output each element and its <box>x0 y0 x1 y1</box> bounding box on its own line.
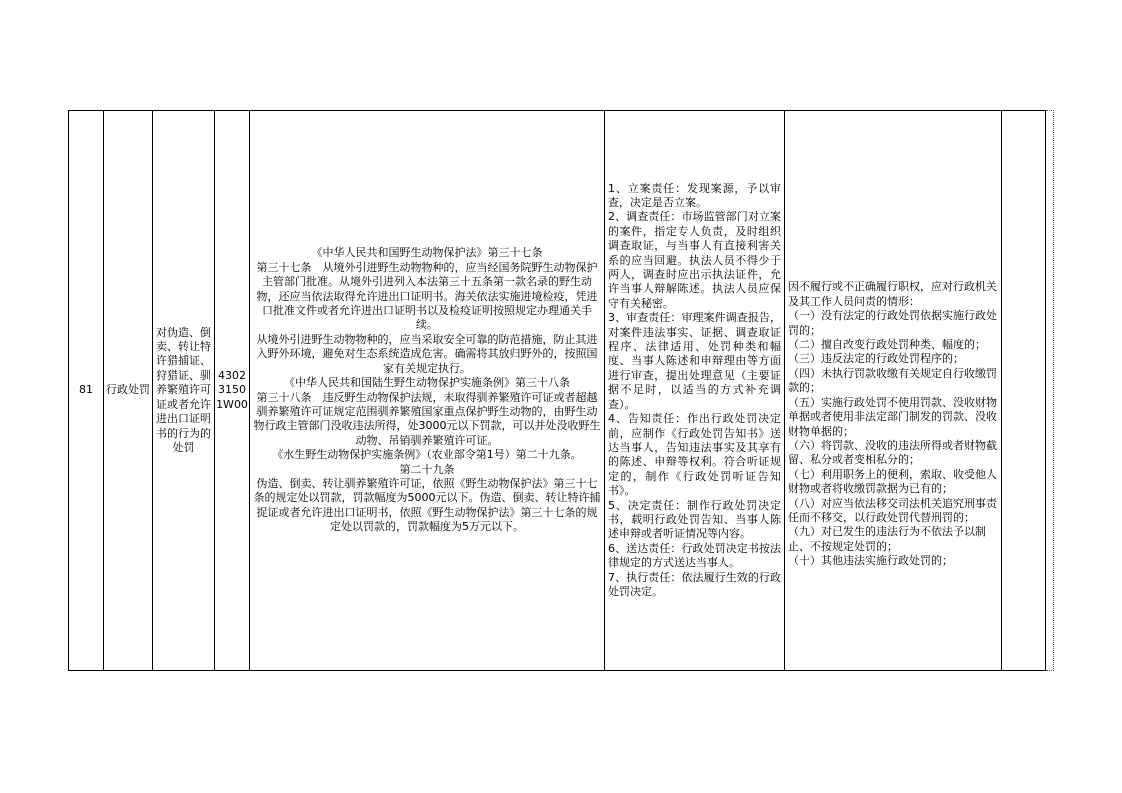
duty-item: 2、调查责任：市场监管部门对立案的案件，指定专人负责，及时组织调查取证，与当事人有直接利害关系的应当回避。执法人员不得少于两人，调查时应出示执法证件，允许当事人辩解陈述。执法人员应保守有关秘密。 <box>608 210 781 310</box>
accountability-item: （五）实施行政处罚不使用罚款、没收财物单据或者使用非法定部门制发的罚款、没收财物单据的； <box>788 395 997 438</box>
accountability-item: 因不履行或不正确履行职权，应对行政机关及其工作人员问责的情形： <box>788 280 997 308</box>
power-list-table-page <box>68 110 1054 671</box>
item-code-cell: 43023150 1W00 <box>215 111 250 671</box>
accountability-item: （二）擅自改变行政处罚种类、幅度的； <box>788 338 986 352</box>
legal-basis-cell <box>250 111 605 671</box>
basis-paragraph: 从境外引进野生动物物种的，应当采取安全可靠的防范措施，防止其进入野外环境，避免对生态系统造成危害。确需将其放归野外的，按照国家有关规定执行。 <box>256 332 598 375</box>
accountability-cell <box>785 111 1002 671</box>
duty-item: 5、决定责任：制作行政处罚决定书，载明行政处罚告知、当事人陈述申辩或者听证情况等内容。 <box>608 498 781 541</box>
duty-item: 3、审查责任：审理案件调查报告，对案件违法事实、证据、调查取证程序、法律适用、处罚种类和幅度、当事人陈述和申辩理由等方面进行审查，提出处理意见（主要证据不足时，以适当的方式补充调查）。 <box>608 311 781 411</box>
basis-paragraph: 第二十九条 <box>399 462 455 476</box>
basis-paragraph: 《中华人民共和国陆生野生动物保护实施条例》第三十八条 <box>284 376 570 390</box>
duty-item: 1、立案责任：发现案源，予以审查，决定是否立案。 <box>608 181 781 210</box>
duty-item: 4、告知责任：作出行政处罚决定前，应制作《行政处罚告知书》送达当事人，告知违法事实及其享有的陈述、申辩等权利。符合听证规定的，制作《行政处罚听证告知书》。 <box>608 412 781 498</box>
accountability-item: （四）未执行罚款收缴有关规定自行收缴罚款的； <box>788 366 997 395</box>
accountability-item: （十）其他违法实施行政处罚的； <box>788 554 953 568</box>
basis-paragraph: 伪造、倒卖、转让驯养繁殖许可证，依照《野生动物保护法》第三十七条的规定处以罚款，罚款幅度为5000元以下。伪造、倒卖、转让特许捕捉证或者允许进出口证明书，依照《野生动物保护法》第三十七条的规定处以罚款的，罚款幅度为5万元以下。 <box>253 476 601 534</box>
remark-cell <box>980 110 1046 671</box>
accountability-item: （八）对应当依法移交司法机关追究刑事责任而不移交，以行政处罚代替刑罚的； <box>788 496 997 524</box>
duty-item: 6、送达责任：行政处罚决定书按法律规定的方式送达当事人。 <box>608 541 781 570</box>
print-area-boundary <box>1046 110 1054 671</box>
basis-paragraph: 《水生野生动物保护实施条例》（农业部令第1号）第二十九条。 <box>272 448 582 462</box>
duty-item: 7、执行责任：依法履行生效的行政处罚决定。 <box>608 570 781 598</box>
accountability-item: （六）将罚款、没收的违法所得或者财物截留、私分或者变相私分的； <box>788 438 997 467</box>
basis-paragraph: 《中华人民共和国野生动物保护法》第三十七条 <box>311 246 543 260</box>
row-number-cell: 81 <box>69 111 104 671</box>
accountability-item: （三）违反法定的行政处罚程序的； <box>788 352 964 366</box>
responsibility-cell <box>605 111 785 671</box>
basis-paragraph: 第三十七条 从境外引进野生动物物种的，应当经国务院野生动物保护主管部门批准。从境外引进列入本法第三十五条第一款名录的野生动物，还应当依法取得允许进出口证明书。海关依法实施进境检疫，凭进口批准文件或者允许进出口证明书以及检疫证明按照规定办理通关手续。 <box>256 260 598 332</box>
category-cell: 行政处罚 <box>104 111 153 671</box>
power-list-table <box>68 110 1002 671</box>
item-name-cell: 对伪造、倒卖、转让特许猎捕证、狩猎证、驯养繁殖许可证或者允许进出口证明书的行为的处罚 <box>153 111 215 671</box>
accountability-item: （一）没有法定的行政处罚依据实施行政处罚的； <box>788 309 997 337</box>
accountability-item: （七）利用职务上的便利，索取、收受他人财物或者将收缴罚款据为已有的； <box>788 467 997 496</box>
accountability-item: （九）对已发生的违法行为不依法予以制止、不按规定处罚的； <box>788 525 986 553</box>
table-row <box>69 111 1002 671</box>
basis-paragraph: 第三十八条 违反野生动物保护法规，未取得驯养繁殖许可证或者超越驯养繁殖许可证规定范围驯养繁殖国家重点保护野生动物的，由野生动物行政主管部门没收违法所得，处3000元以下罚款，可以并处没收野生动物、吊销驯养繁殖许可证。 <box>253 390 601 447</box>
